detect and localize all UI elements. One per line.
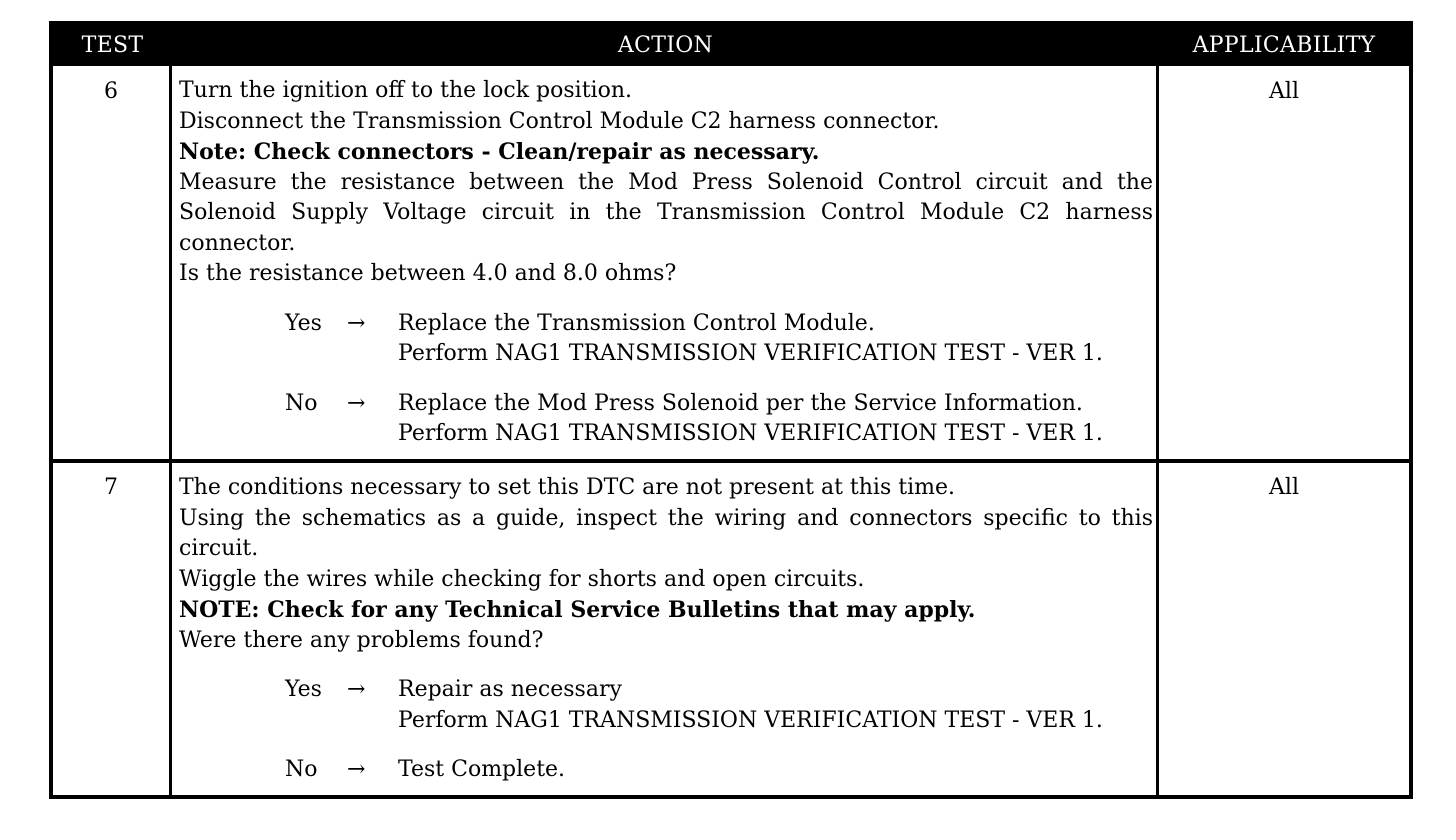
applicability-value: All bbox=[1269, 475, 1299, 500]
action-step: Using the schematics as a guide, inspect the wiring and connectors specific to this circuit. bbox=[179, 505, 1153, 561]
column-divider bbox=[169, 66, 172, 799]
result-key: No bbox=[285, 757, 318, 782]
result-line: Perform NAG1 TRANSMISSION VERIFICATION TEST - VER 1. bbox=[398, 341, 1103, 366]
result-yes bbox=[179, 309, 1153, 370]
row-divider bbox=[53, 459, 1409, 463]
action-note: Note: Check connectors - Clean/repair as necessary. bbox=[179, 139, 820, 165]
action-step: The conditions necessary to set this DTC are not present at this time. bbox=[179, 475, 955, 500]
applicability-value: All bbox=[1269, 79, 1299, 104]
action-question: Is the resistance between 4.0 and 8.0 ohms? bbox=[179, 261, 677, 286]
test-number: 6 bbox=[104, 79, 118, 104]
column-divider bbox=[1156, 66, 1159, 799]
result-text bbox=[398, 675, 1103, 736]
result-text bbox=[398, 389, 1103, 450]
action-question: Were there any problems found? bbox=[179, 627, 544, 653]
table-header bbox=[53, 25, 1409, 66]
header-action: ACTION bbox=[617, 33, 714, 58]
action-step: Wiggle the wires while checking for shorts and open circuits. bbox=[179, 566, 865, 592]
result-no bbox=[179, 755, 1153, 786]
result-key: Yes bbox=[285, 310, 322, 336]
action-cell bbox=[179, 473, 1153, 786]
result-key: No bbox=[285, 390, 318, 416]
result-line: Replace the Transmission Control Module. bbox=[398, 310, 875, 336]
diagnostic-test-table bbox=[49, 21, 1413, 799]
result-key: Yes bbox=[285, 677, 322, 702]
result-line: Test Complete. bbox=[398, 757, 566, 782]
result-line: Perform NAG1 TRANSMISSION VERIFICATION TEST - VER 1. bbox=[398, 421, 1103, 446]
action-step: Turn the ignition off to the lock position. bbox=[179, 78, 632, 103]
header-applicability: APPLICABILITY bbox=[1192, 33, 1376, 58]
right-arrow-icon: → bbox=[347, 390, 366, 416]
right-arrow-icon: → bbox=[347, 757, 366, 782]
result-text bbox=[398, 309, 1103, 370]
action-note: NOTE: Check for any Technical Service Bulletins that may apply. bbox=[179, 597, 976, 623]
action-step: Disconnect the Transmission Control Module C2 harness connector. bbox=[179, 108, 940, 134]
result-line: Replace the Mod Press Solenoid per the Service Information. bbox=[398, 390, 1083, 416]
header-test: TEST bbox=[81, 33, 144, 58]
result-line: Perform NAG1 TRANSMISSION VERIFICATION TEST - VER 1. bbox=[398, 707, 1103, 733]
result-yes bbox=[179, 675, 1153, 736]
action-cell bbox=[179, 76, 1153, 450]
right-arrow-icon: → bbox=[347, 310, 366, 336]
result-text bbox=[398, 755, 565, 786]
right-arrow-icon: → bbox=[347, 677, 366, 702]
result-no bbox=[179, 389, 1153, 450]
result-line: Repair as necessary bbox=[398, 677, 622, 702]
test-number: 7 bbox=[104, 475, 118, 500]
action-step: Measure the resistance between the Mod Press Solenoid Control circuit and the Solenoid Supply Voltage circuit in the Transmission Control Module C2 harness connector. bbox=[179, 169, 1153, 256]
